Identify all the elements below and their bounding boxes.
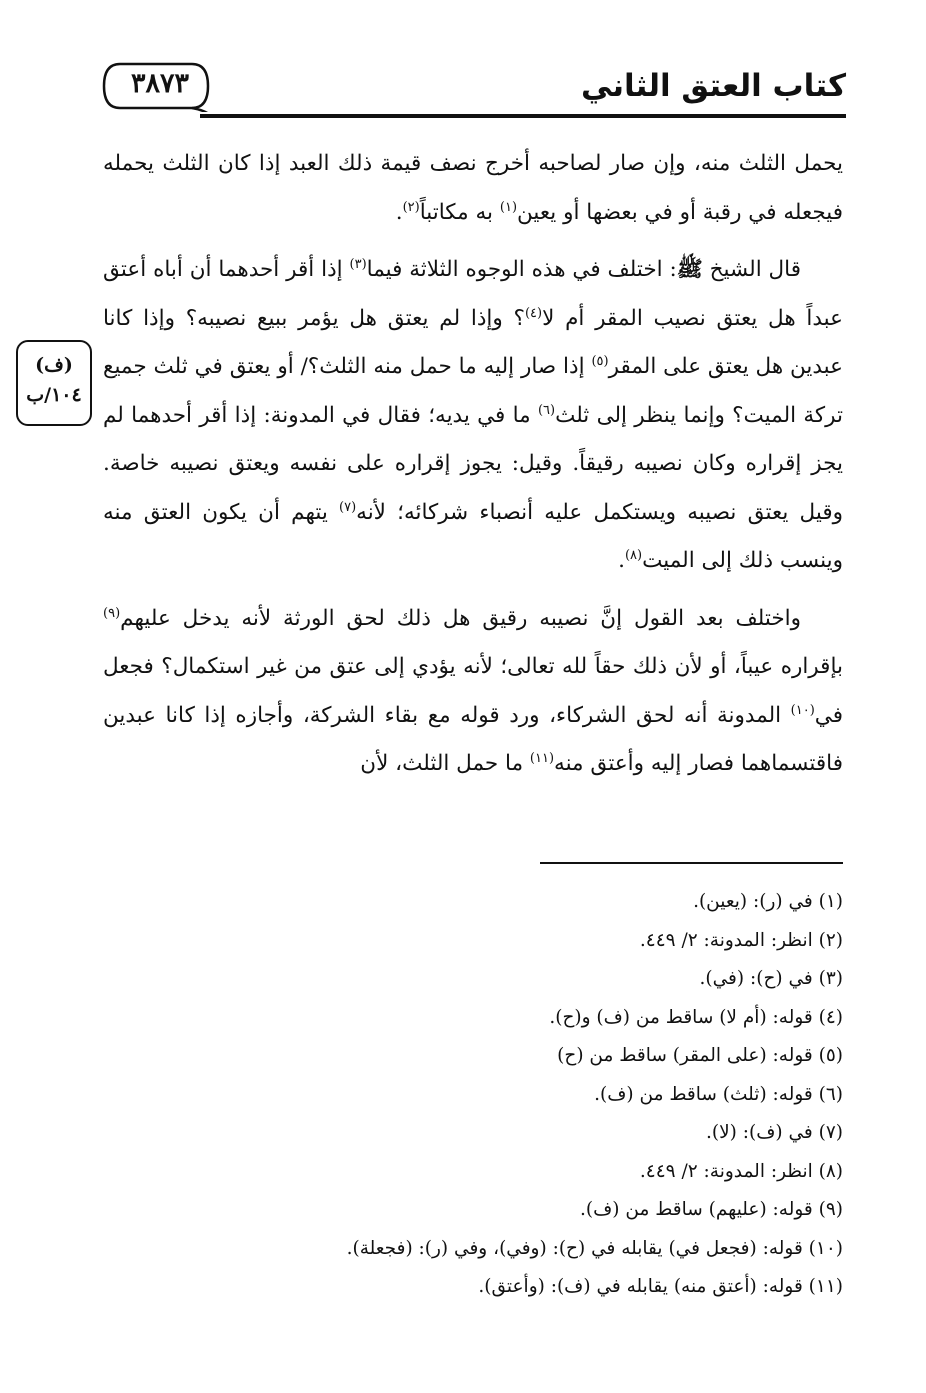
footnote-11: (١١) قوله: (أعتق منه) يقابله في (ف): (وأعتق).	[478, 1276, 843, 1297]
footnote-ref-3[interactable]: (٣)	[349, 256, 367, 272]
footnote-ref-9[interactable]: (٩)	[103, 605, 121, 621]
text-run: ؟ وإذا لم يعتق هل يؤمر ببيع نصيبه؟ وإذا كانا عبدين هل يعتق على المقر	[103, 305, 844, 379]
paragraph-1	[103, 140, 843, 237]
footnote-ref-7[interactable]: (٧)	[339, 499, 357, 515]
paragraph-2	[103, 246, 843, 586]
footnote-ref-10[interactable]: (١٠)	[790, 702, 815, 718]
text-run: : اختلف في هذه الوجوه الثلاثة فيما	[366, 257, 677, 282]
footnote-8: (٨) انظر: المدونة: ٢/ ٤٤٩.	[639, 1160, 843, 1182]
text-run: واختلف بعد القول إنَّ نصيبه رقيق هل ذلك لحق الورثة لأنه يدخل عليهم	[120, 605, 801, 631]
text-run: يحمل الثلث منه، وإن صار لصاحبه أخرج نصف قيمة ذلك العبد إذا كان الثلث يحمله فيجعله في رقبة أو في بعضها أو يعين	[103, 151, 843, 225]
page-number: ٣٨٧٣	[130, 68, 189, 99]
folio-source: (ف)	[35, 354, 73, 376]
main-text	[103, 140, 843, 789]
footnote-4: (٤) قوله: (أم لا) ساقط من (ف) و(ح).	[549, 1006, 843, 1028]
footnote-9: (٩) قوله: (عليهم) ساقط من (ف).	[579, 1199, 843, 1220]
footnote-2: (٢) انظر: المدونة: ٢/ ٤٤٩.	[639, 929, 843, 951]
text-run: بإقراره عيباً، أو لأن ذلك حقاً لله تعالى؛ لأنه يؤدي إلى عتق من غير استكمال؟ فجعل في	[103, 654, 843, 728]
footnote-3: (٣) في (ح): (في).	[699, 968, 843, 989]
footnote-ref-8[interactable]: (٨)	[624, 547, 643, 563]
footnote-ref-5[interactable]: (٥)	[591, 353, 609, 369]
paragraph-3	[103, 595, 843, 789]
header-rule	[200, 114, 846, 118]
manuscript-folio-note	[16, 340, 92, 426]
footnote-5: (٥) قوله: (على المقر) ساقط من (ح)	[557, 1045, 843, 1066]
text-run: .	[618, 548, 625, 573]
footnote-ref-1[interactable]: (١)	[499, 199, 518, 215]
footnote-separator	[540, 862, 843, 864]
folio-number: ١٠٤/ب	[26, 384, 82, 406]
footnote-ref-11[interactable]: (١١)	[529, 750, 555, 766]
text-run: ما في يديه؛ فقال في المدونة: إذا أقر أحدهما لم يجز إقراره وكان نصيبه رقيقاً. وقيل: يجوز إقراره على نفسه ويعتق نصيبه خاصة. وقيل يعتق نصيبه ويستكمل عليه أنصباء شركائه؛ لأنه	[103, 402, 843, 525]
text-run: إذا أقر أحدهما أن أباه أعتق عبداً هل يعتق نصيب المقر أم لا	[103, 257, 843, 331]
text-run: به مكاتباً	[419, 199, 500, 225]
footnote-ref-6[interactable]: (٦)	[537, 402, 556, 418]
text-run: إذا صار إليه ما حمل منه الثلث؟/ أو يعتق في ثلث جميع تركة الميت؟ وإنما ينظر إلى ثلث	[103, 354, 843, 428]
footnote-10: (١٠) قوله: (فجعل في) يقابله في (ح): (وفي)، وفي (ر): (فجعلة).	[346, 1237, 843, 1259]
text-run: المدونة أنه لحق الشركاء، ورد قوله مع بقاء الشركة، وأجازه إذا كانا عبدين فاقتسماهما فصار إليه وأعتق منه	[103, 702, 843, 776]
footnote-ref-2[interactable]: (٢)	[402, 199, 420, 215]
text-run: ما حمل الثلث، لأن	[360, 751, 530, 776]
footnote-7: (٧) في (ف): (لا).	[706, 1122, 843, 1143]
honorific-glyph: ﷺ	[676, 257, 703, 282]
footnotes	[100, 883, 843, 1307]
book-title: كتاب العتق الثاني	[581, 68, 846, 104]
page-number-frame	[100, 60, 212, 112]
footnote-1: (١) في (ر): (يعين).	[693, 891, 843, 912]
text-run: .	[395, 199, 403, 225]
text-run: قال الشيخ	[702, 257, 801, 282]
footnote-ref-4[interactable]: (٤)	[524, 305, 543, 321]
text-run: يتهم أن يكون العتق منه وينسب ذلك إلى الميت	[103, 499, 843, 573]
page-header	[100, 60, 846, 120]
footnote-6: (٦) قوله: (ثلث) ساقط من (ف).	[594, 1083, 843, 1105]
